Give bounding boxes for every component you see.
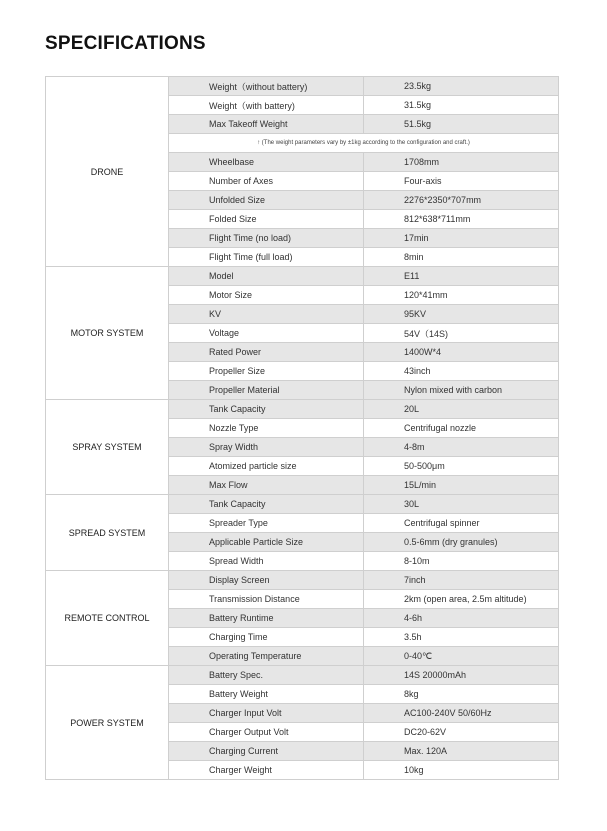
spec-value: 51.5kg [364, 115, 559, 134]
spec-value: 4-8m [364, 438, 559, 457]
spec-key: Number of Axes [169, 172, 364, 191]
spec-key: Tank Capacity [169, 495, 364, 514]
spec-value: 1400W*4 [364, 343, 559, 362]
spec-value: 50-500μm [364, 457, 559, 476]
spec-key: Propeller Size [169, 362, 364, 381]
spec-key: Model [169, 267, 364, 286]
spec-key: Spreader Type [169, 514, 364, 533]
table-row [46, 666, 559, 685]
spec-key: Charging Current [169, 742, 364, 761]
spec-value: 2km (open area, 2.5m altitude) [364, 590, 559, 609]
spec-key: Propeller Material [169, 381, 364, 400]
spec-key: Battery Spec. [169, 666, 364, 685]
spec-key: Charger Weight [169, 761, 364, 780]
spec-key: Applicable Particle Size [169, 533, 364, 552]
spec-key: Motor Size [169, 286, 364, 305]
spec-key: Wheelbase [169, 153, 364, 172]
spec-value: 4-6h [364, 609, 559, 628]
spec-value: 10kg [364, 761, 559, 780]
spec-value: 43inch [364, 362, 559, 381]
spec-value: 95KV [364, 305, 559, 324]
spec-value: 0-40℃ [364, 647, 559, 666]
spec-key: Max Takeoff Weight [169, 115, 364, 134]
spec-value: 7inch [364, 571, 559, 590]
spec-value: AC100-240V 50/60Hz [364, 704, 559, 723]
spec-key: Atomized particle size [169, 457, 364, 476]
spec-key: Charging Time [169, 628, 364, 647]
spec-key: Nozzle Type [169, 419, 364, 438]
spec-value: 15L/min [364, 476, 559, 495]
section-label: SPRAY SYSTEM [46, 400, 169, 495]
table-row [46, 400, 559, 419]
spec-key: Battery Weight [169, 685, 364, 704]
spec-value: 1708mm [364, 153, 559, 172]
spec-value: E11 [364, 267, 559, 286]
spec-key: Tank Capacity [169, 400, 364, 419]
spec-value: Nylon mixed with carbon [364, 381, 559, 400]
section-label: DRONE [46, 77, 169, 267]
spec-value: Centrifugal spinner [364, 514, 559, 533]
spec-value: 17min [364, 229, 559, 248]
spec-value: 8min [364, 248, 559, 267]
spec-key: Weight（with battery) [169, 96, 364, 115]
spec-value: 54V（14S) [364, 324, 559, 343]
spec-value: 3.5h [364, 628, 559, 647]
table-row [46, 495, 559, 514]
spec-key: Transmission Distance [169, 590, 364, 609]
spec-key: Flight Time (full load) [169, 248, 364, 267]
spec-value: 30L [364, 495, 559, 514]
spec-value: 8-10m [364, 552, 559, 571]
spec-value: 14S 20000mAh [364, 666, 559, 685]
spec-key: Battery Runtime [169, 609, 364, 628]
spec-value: DC20-62V [364, 723, 559, 742]
spec-key: Spray Width [169, 438, 364, 457]
spec-key: Max Flow [169, 476, 364, 495]
spec-key: Rated Power [169, 343, 364, 362]
section-label: REMOTE CONTROL [46, 571, 169, 666]
table-row [46, 571, 559, 590]
spec-key: Charger Input Volt [169, 704, 364, 723]
spec-key: Flight Time (no load) [169, 229, 364, 248]
spec-value: 120*41mm [364, 286, 559, 305]
spec-key: Unfolded Size [169, 191, 364, 210]
spec-value: Max. 120A [364, 742, 559, 761]
spec-value: 2276*2350*707mm [364, 191, 559, 210]
spec-value: Centrifugal nozzle [364, 419, 559, 438]
section-label: SPREAD SYSTEM [46, 495, 169, 571]
page-title: SPECIFICATIONS [45, 33, 206, 54]
spec-value: 812*638*711mm [364, 210, 559, 229]
spec-value: Four-axis [364, 172, 559, 191]
spec-key: Operating Temperature [169, 647, 364, 666]
spec-key: Spread Width [169, 552, 364, 571]
spec-value: 23.5kg [364, 77, 559, 96]
weight-note: ↑ (The weight parameters vary by ±1kg according to the configuration and craft.) [169, 134, 559, 153]
table-row [46, 267, 559, 286]
spec-key: Charger Output Volt [169, 723, 364, 742]
spec-value: 8kg [364, 685, 559, 704]
table-row [46, 77, 559, 96]
spec-key: Folded Size [169, 210, 364, 229]
spec-key: Voltage [169, 324, 364, 343]
spec-value: 31.5kg [364, 96, 559, 115]
spec-key: Weight（without battery) [169, 77, 364, 96]
section-label: POWER SYSTEM [46, 666, 169, 780]
spec-key: Display Screen [169, 571, 364, 590]
section-label: MOTOR SYSTEM [46, 267, 169, 400]
spec-value: 0.5-6mm (dry granules) [364, 533, 559, 552]
spec-value: 20L [364, 400, 559, 419]
spec-key: KV [169, 305, 364, 324]
specifications-table [45, 76, 559, 780]
